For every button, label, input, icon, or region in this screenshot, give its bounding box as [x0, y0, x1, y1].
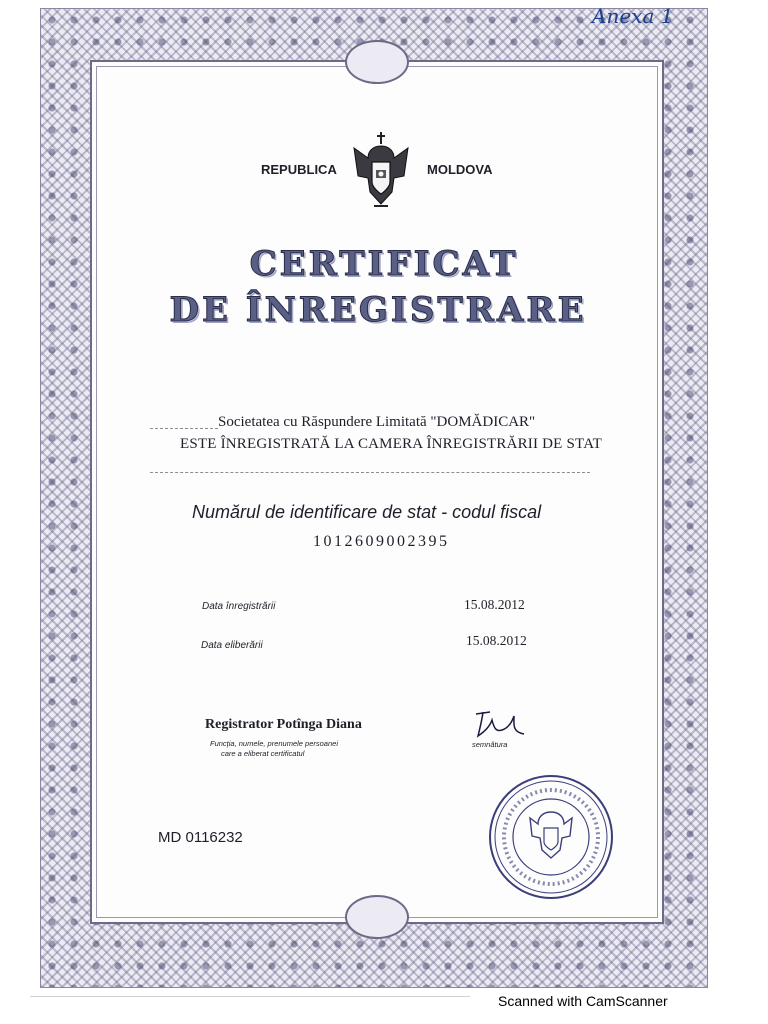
top-ornament-icon — [345, 40, 409, 84]
certificate-title-line1: CERTIFICAT — [249, 244, 519, 284]
dashed-rule — [150, 428, 218, 429]
scan-edge-rule — [30, 996, 470, 997]
registrar-caption: care a eliberat certificatul — [221, 749, 305, 758]
registration-date-value: 15.08.2012 — [464, 597, 525, 612]
moldova-coat-of-arms-icon — [350, 128, 412, 212]
official-stamp-icon — [486, 772, 616, 902]
bottom-ornament-icon — [345, 895, 409, 939]
company-name: Societatea cu Răspundere Limitată "DOMĂDICAR" — [218, 414, 536, 430]
scanner-watermark: Scanned with CamScanner — [498, 993, 668, 1009]
signature-caption: semnătura — [472, 740, 508, 749]
annex-note: Anexa 1 — [592, 4, 674, 28]
issue-date-label: Data eliberării — [201, 640, 263, 651]
country-name-right: MOLDOVA — [427, 162, 493, 177]
state-id-label: Numărul de identificare de stat - codul fiscal — [192, 502, 542, 522]
state-id-value: 1012609002395 — [313, 533, 450, 550]
signature-icon — [468, 708, 528, 742]
serial-number: MD 0116232 — [158, 829, 243, 846]
registrar-name: Registrator Potînga Diana — [205, 717, 362, 732]
registrar-caption: Funcţia, numele, prenumele persoanei — [210, 739, 338, 748]
issue-date-value: 15.08.2012 — [466, 633, 527, 648]
registration-statement: ESTE ÎNREGISTRATĂ LA CAMERA ÎNREGISTRĂRII DE STAT — [180, 436, 602, 452]
certificate-title-line2: DE ÎNREGISTRARE — [169, 290, 587, 330]
dashed-rule — [150, 472, 590, 473]
registration-date-label: Data înregistrării — [202, 601, 276, 612]
country-name-left: REPUBLICA — [261, 162, 337, 177]
